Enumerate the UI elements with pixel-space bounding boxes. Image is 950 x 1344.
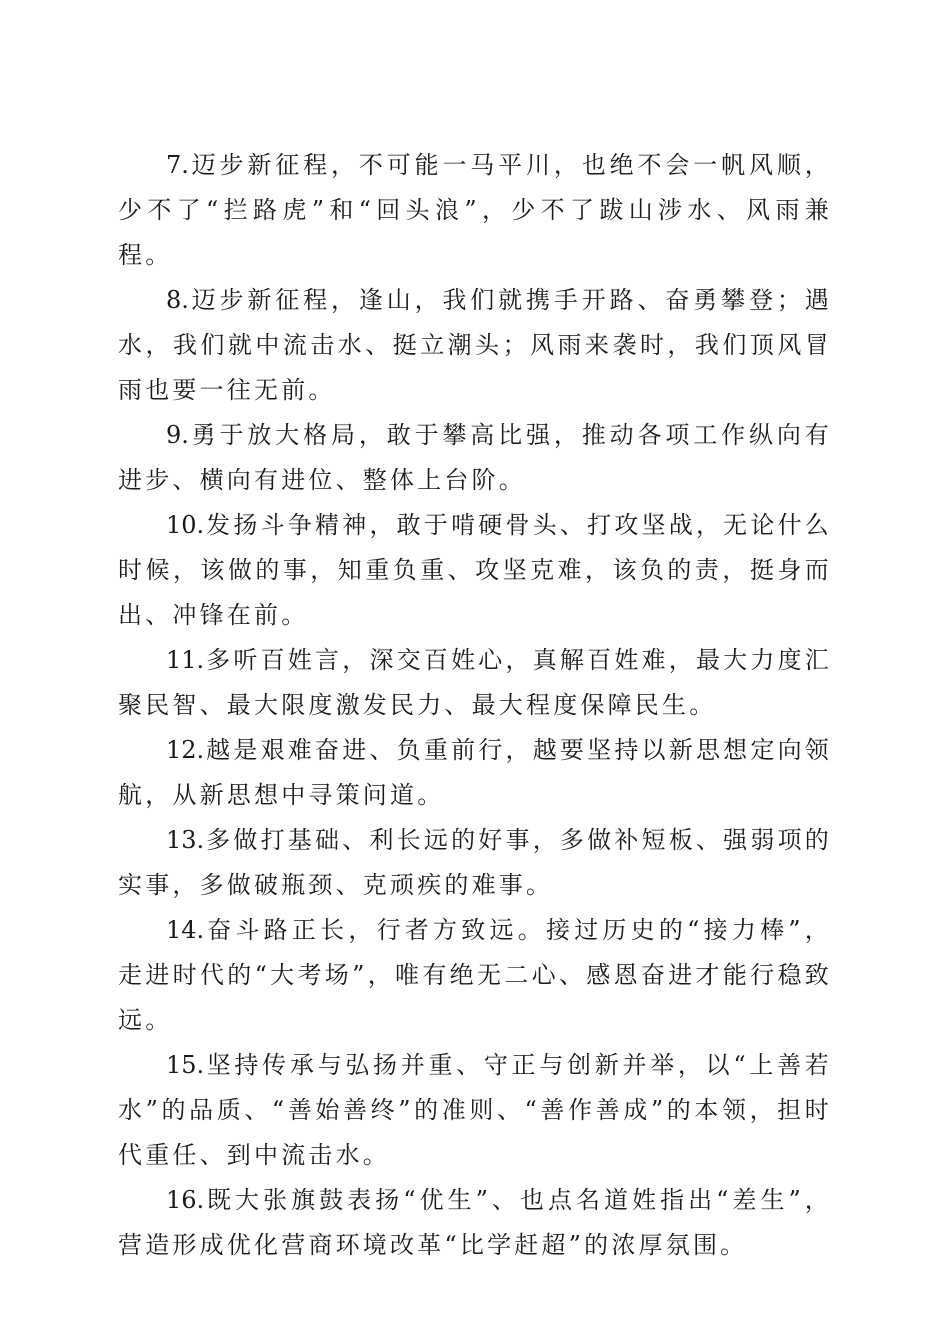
paragraph-number: 16.: [166, 1186, 205, 1214]
paragraph-12: [118, 728, 832, 818]
paragraph-text: 迈步新征程，不可能一马平川，也绝不会一帆风顺，少不了“拦路虎”和“回头浪”，少不了跋山涉水、风雨兼程。: [118, 151, 832, 269]
paragraph-number: 14.: [166, 916, 205, 944]
paragraph-11: [118, 638, 832, 728]
paragraph-number: 12.: [166, 736, 205, 764]
paragraph-text: 迈步新征程，逢山，我们就携手开路、奋勇攀登；遇水，我们就中流击水、挺立潮头；风雨来袭时，我们顶风冒雨也要一往无前。: [118, 286, 832, 404]
paragraph-number: 13.: [166, 826, 205, 854]
paragraph-13: [118, 818, 832, 908]
paragraph-text: 勇于放大格局，敢于攀高比强，推动各项工作纵向有进步、横向有进位、整体上台阶。: [118, 421, 832, 494]
paragraph-number: 7.: [166, 151, 189, 179]
paragraph-number: 11.: [166, 646, 205, 674]
paragraph-text: 多听百姓言，深交百姓心，真解百姓难，最大力度汇聚民智、最大限度激发民力、最大程度保障民生。: [118, 646, 832, 719]
paragraph-14: [118, 908, 832, 1043]
paragraph-text: 多做打基础、利长远的好事，多做补短板、强弱项的实事，多做破瓶颈、克顽疾的难事。: [118, 826, 832, 899]
paragraph-text: 发扬斗争精神，敢于啃硬骨头、打攻坚战，无论什么时候，该做的事，知重负重、攻坚克难，该负的责，挺身而出、冲锋在前。: [118, 511, 832, 629]
paragraph-number: 9.: [166, 421, 189, 449]
paragraph-10: [118, 503, 832, 638]
paragraph-16: [118, 1178, 832, 1268]
paragraph-7: [118, 143, 832, 278]
paragraph-text: 越是艰难奋进、负重前行，越要坚持以新思想定向领航，从新思想中寻策问道。: [118, 736, 832, 809]
paragraph-text: 既大张旗鼓表扬“优生”、也点名道姓指出“差生”，营造形成优化营商环境改革“比学赶超”的浓厚氛围。: [118, 1186, 832, 1259]
paragraph-9: [118, 413, 832, 503]
paragraph-text: 坚持传承与弘扬并重、守正与创新并举，以“上善若水”的品质、“善始善终”的准则、“善作善成”的本领，担时代重任、到中流击水。: [118, 1051, 832, 1169]
paragraph-15: [118, 1043, 832, 1178]
document-body: [118, 143, 832, 1268]
paragraph-text: 奋斗路正长，行者方致远。接过历史的“接力棒”，走进时代的“大考场”，唯有绝无二心、感恩奋进才能行稳致远。: [118, 916, 832, 1034]
paragraph-8: [118, 278, 832, 413]
paragraph-number: 15.: [166, 1051, 205, 1079]
paragraph-number: 10.: [166, 511, 205, 539]
paragraph-number: 8.: [166, 286, 189, 314]
